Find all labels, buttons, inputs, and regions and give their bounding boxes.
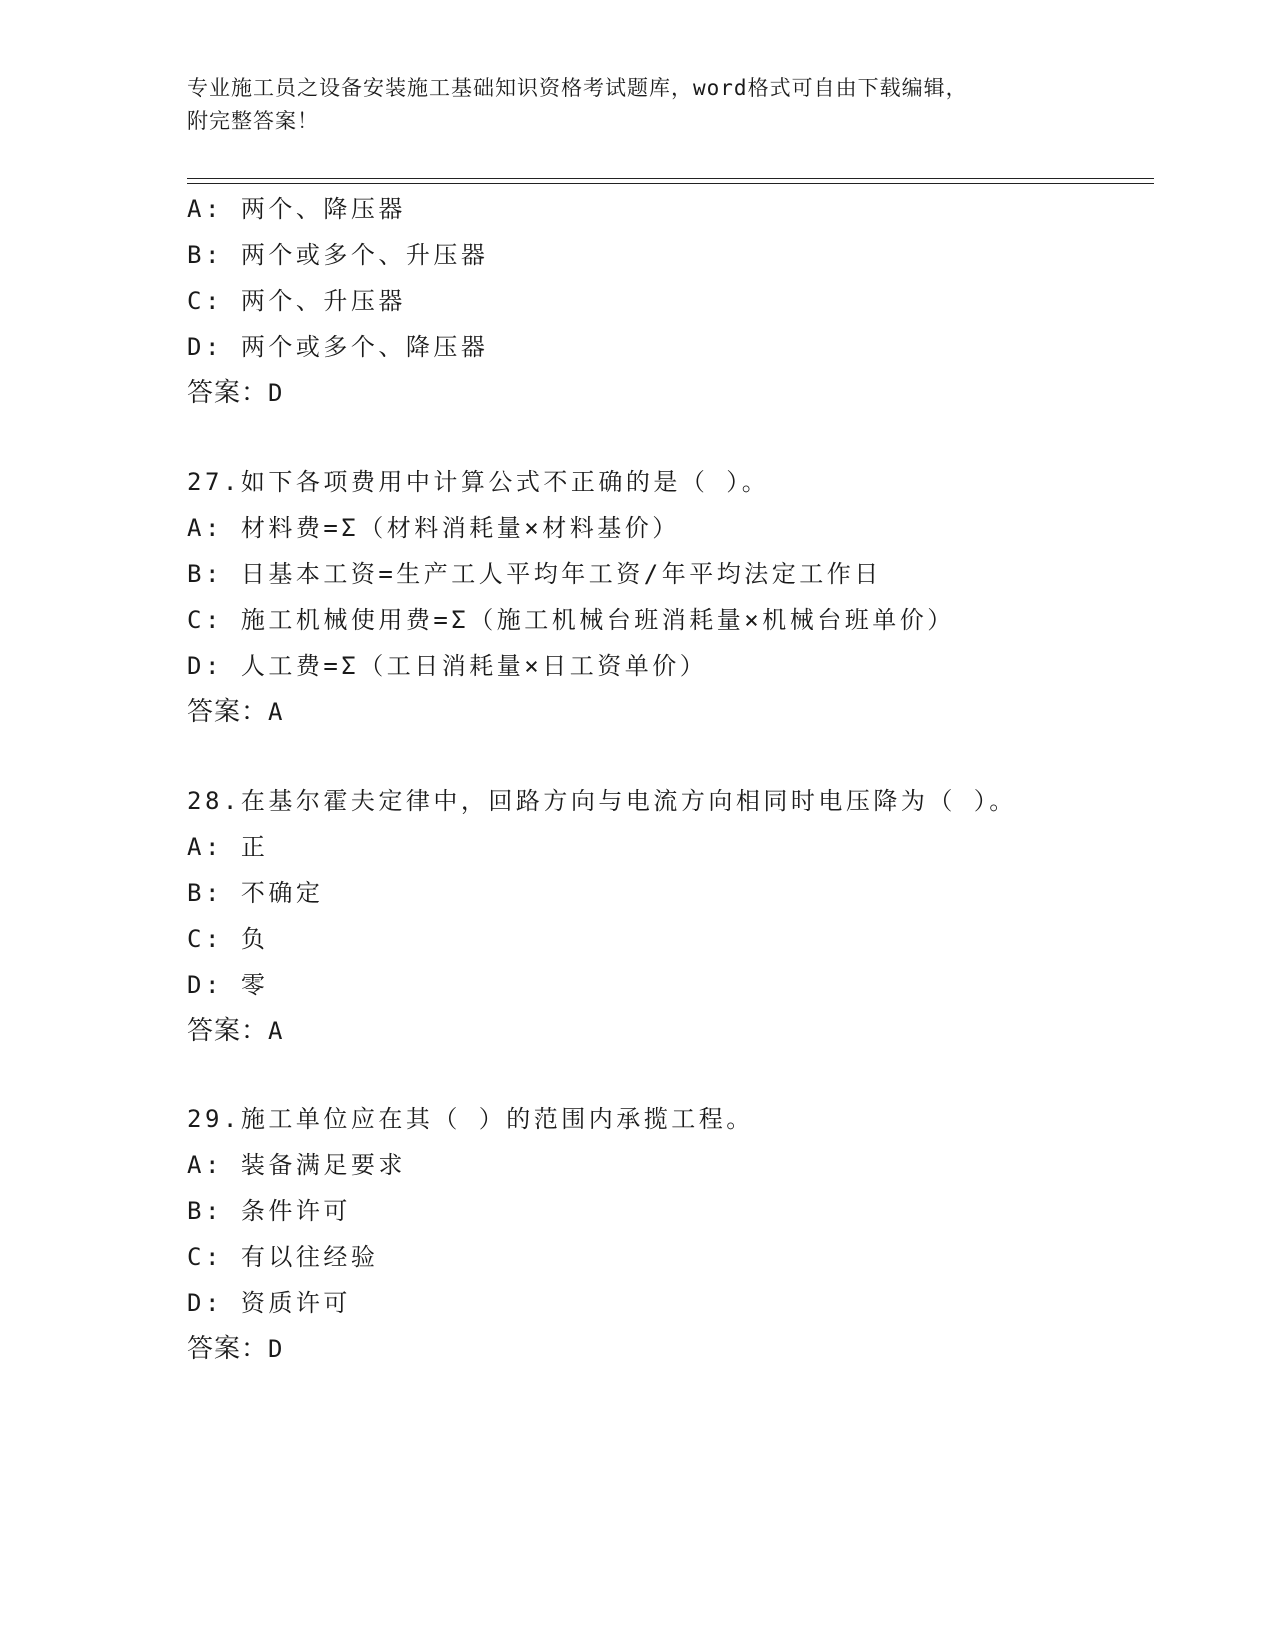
answer-label: 答案： [187, 1334, 269, 1364]
question-stem: 29.施工单位应在其（ ）的范围内承揽工程。 [187, 1105, 754, 1133]
option-b: B: 条件许可 [187, 1197, 351, 1225]
option-d: D: 零 [187, 971, 269, 999]
option-a: A: 装备满足要求 [187, 1151, 406, 1179]
answer-line [187, 370, 1187, 416]
option-b: B: 不确定 [187, 879, 324, 907]
answer-line [187, 689, 1187, 735]
option-d: D: 两个或多个、降压器 [187, 333, 489, 361]
option-d: D: 资质许可 [187, 1289, 351, 1317]
header-divider-top [187, 178, 1154, 179]
question-stem: 27.如下各项费用中计算公式不正确的是（ ）。 [187, 468, 770, 496]
document-header [187, 72, 1107, 138]
answer-value: A [268, 1017, 284, 1045]
answer-line [187, 1008, 1187, 1054]
answer-value: D [268, 1335, 284, 1363]
option-b: B: 两个或多个、升压器 [187, 241, 489, 269]
answer-value: A [268, 698, 284, 726]
question-27 [187, 459, 1187, 735]
option-a: A: 正 [187, 833, 269, 861]
option-a: A: 材料费=Σ（材料消耗量×材料基价） [187, 514, 680, 542]
option-c: C: 两个、升压器 [187, 287, 406, 315]
question-29 [187, 1096, 1187, 1372]
option-d: D: 人工费=Σ（工日消耗量×日工资单价） [187, 652, 708, 680]
question-stem: 28.在基尔霍夫定律中，回路方向与电流方向相同时电压降为（ ）。 [187, 787, 1017, 815]
option-c: C: 有以往经验 [187, 1243, 379, 1271]
answer-label: 答案： [187, 697, 269, 727]
option-c: C: 负 [187, 925, 269, 953]
option-c: C: 施工机械使用费=Σ（施工机械台班消耗量×机械台班单价） [187, 606, 955, 634]
answer-label: 答案： [187, 1016, 269, 1046]
question-28 [187, 778, 1187, 1054]
header-title-line1: 专业施工员之设备安装施工基础知识资格考试题库，word格式可自由下载编辑， [187, 76, 968, 100]
header-title-line2: 附完整答案！ [187, 109, 319, 133]
option-a: A: 两个、降压器 [187, 195, 406, 223]
answer-label: 答案： [187, 378, 269, 408]
question-26 [187, 186, 1187, 416]
option-b: B: 日基本工资=生产工人平均年工资/年平均法定工作日 [187, 560, 882, 588]
answer-value: D [268, 379, 284, 407]
header-divider-bottom [187, 183, 1154, 184]
answer-line [187, 1326, 1187, 1372]
